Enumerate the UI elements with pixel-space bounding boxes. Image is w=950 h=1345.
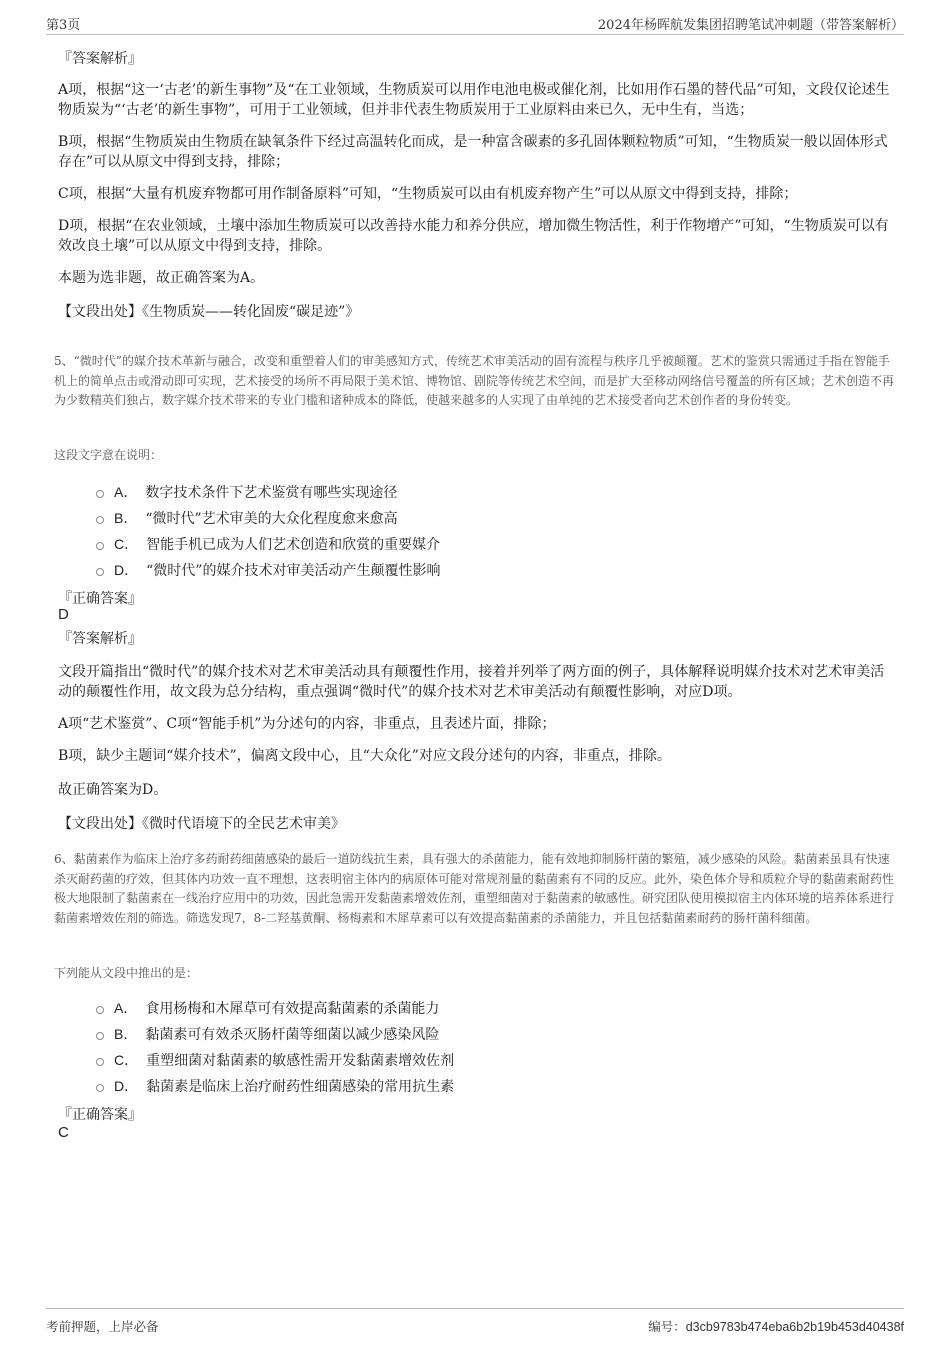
radio-button-icon[interactable] — [96, 1084, 104, 1092]
source-citation: 【文段出处】《微时代语境下的全民艺术审美》 — [58, 816, 345, 832]
radio-button-icon[interactable] — [96, 490, 104, 498]
page-header — [46, 14, 904, 35]
page-number: 第3页 — [46, 18, 81, 33]
question-5-option-d[interactable]: D． “微时代”的媒介技术对审美活动产生颠覆性影响 — [96, 560, 440, 580]
radio-button-icon[interactable] — [96, 542, 104, 550]
analysis-para-c: C项，根据“大量有机废弃物都可用作制备原料”可知，“生物质炭可以由有机废弃物产生”可以从原文中得到支持，排除； — [58, 186, 798, 202]
analysis-para-a: A项，根据“这一‘古老’的新生事物”及“在工业领域，生物质炭可以用作电池电极或催化剂，比如用作石墨的替代品”可知，文段仅论述生物质炭为“‘古老’的新生事物”，可用于工业领域，但并非代表生物质炭用于工业原料由来已久，无中生有，当选； — [58, 82, 890, 118]
analysis-para-2: A项“艺术鉴赏”、C项“智能手机”为分述句的内容，非重点，且表述片面，排除； — [58, 716, 556, 732]
question-5-text: 5、“微时代”的媒介技术革新与融合，改变和重塑着人们的审美感知方式，传统艺术审美活动的固有流程与秩序几乎被颠覆。艺术的鉴赏只需通过手指在智能手机上的简单点击或滑动即可实现，艺术接受的场所不再局限于美术馆、博物馆、剧院等传统艺术空间，而是扩大至移动网络信号覆盖的所有区域；艺术创造不再为少数精英们独占，数字媒介技术带来的专业门槛和诸种成本的降低，使越来越多的人实现了由单纯的艺术接受者向艺术创作者的身份转变。 — [54, 354, 895, 407]
question-5-option-b[interactable]: B． “微时代”艺术审美的大众化程度愈来愈高 — [96, 508, 398, 528]
radio-button-icon[interactable] — [96, 1006, 104, 1014]
radio-button-icon[interactable] — [96, 1032, 104, 1040]
analysis-para-3: B项，缺少主题词“媒介技术”，偏离文段中心，且“大众化”对应文段分述句的内容，非重点，排除。 — [58, 748, 671, 764]
question-6-text: 6、黏菌素作为临床上治疗多药耐药细菌感染的最后一道防线抗生素，具有强大的杀菌能力，能有效地抑制肠杆菌的繁殖，减少感染的风险。黏菌素虽具有快速杀灭耐药菌的疗效，但其体内功效一直不理想，这表明宿主体内的病原体可能对常规剂量的黏菌素有不同的反应。此外，染色体介导和质粒介导的黏菌素耐药性极大地限制了黏菌素在一线治疗应用中的功效，因此急需开发黏菌素增效佐剂，重塑细菌对于黏菌素的敏感性。研究团队使用模拟宿主内体环境的培养体系进行黏菌素增效佐剂的筛选。筛选发现7，8-二羟基黄酮、杨梅素和木犀草素可以有效提高黏菌素的杀菌能力，并且包括黏菌素耐药的肠杆菌科细菌。 — [54, 852, 895, 925]
radio-button-icon[interactable] — [96, 1058, 104, 1066]
question-5-option-c[interactable]: C． 智能手机已成为人们艺术创造和欣赏的重要媒介 — [96, 534, 440, 554]
analysis-para-b: B项，根据“生物质炭由生物质在缺氧条件下经过高温转化而成，是一种富含碳素的多孔固体颗粒物质”可知，“生物质炭一般以固体形式存在”可以从原文中得到支持，排除； — [58, 134, 888, 170]
analysis-conclusion: 本题为选非题，故正确答案为A。 — [58, 270, 265, 286]
correct-answer-label: 『正确答案』 — [58, 591, 142, 607]
question-6-option-d[interactable]: D． 黏菌素是临床上治疗耐药性细菌感染的常用抗生素 — [96, 1076, 454, 1096]
document-title: 2024年杨晖航发集团招聘笔试冲刺题（带答案解析） — [597, 18, 904, 33]
footer-slogan: 考前押题，上岸必备 — [46, 1319, 159, 1334]
source-citation: 【文段出处】《生物质炭——转化固废“碳足迹”》 — [58, 304, 360, 320]
question-6-option-a[interactable]: A． 食用杨梅和木犀草可有效提高黏菌素的杀菌能力 — [96, 998, 439, 1018]
question-5-option-a[interactable]: A． 数字技术条件下艺术鉴赏有哪些实现途径 — [96, 482, 397, 502]
document-code: 编号：d3cb9783b474eba6b2b19b453d40438f — [648, 1319, 904, 1334]
page-footer — [46, 1308, 904, 1335]
radio-button-icon[interactable] — [96, 516, 104, 524]
question-6-option-b[interactable]: B． 黏菌素可有效杀灭肠杆菌等细菌以减少感染风险 — [96, 1024, 439, 1044]
radio-button-icon[interactable] — [96, 568, 104, 576]
analysis-para-d: D项，根据“在农业领域，土壤中添加生物质炭可以改善持水能力和养分供应，增加微生物活性，利于作物增产”可知，“生物质炭可以有效改良土壤”可以从原文中得到支持，排除。 — [58, 218, 889, 254]
analysis-conclusion: 故正确答案为D。 — [58, 782, 168, 798]
question-5-prompt: 这段文字意在说明： — [54, 448, 163, 462]
analysis-label: 『答案解析』 — [58, 51, 142, 67]
analysis-label: 『答案解析』 — [58, 631, 142, 647]
correct-answer-value: D — [58, 606, 69, 623]
analysis-para-1: 文段开篇指出“微时代”的媒介技术对艺术审美活动具有颠覆性作用，接着并列举了两方面的例子，具体解释说明媒介技术对艺术审美活动的颠覆性作用，故文段为总分结构，重点强调“微时代”的媒介技术对艺术审美活动有颠覆性影响，对应D项。 — [58, 664, 885, 700]
correct-answer-label: 『正确答案』 — [58, 1107, 142, 1123]
correct-answer-value: C — [58, 1124, 69, 1141]
question-6-prompt: 下列能从文段中推出的是： — [54, 966, 199, 980]
question-6-option-c[interactable]: C． 重塑细菌对黏菌素的敏感性需开发黏菌素增效佐剂 — [96, 1050, 454, 1070]
